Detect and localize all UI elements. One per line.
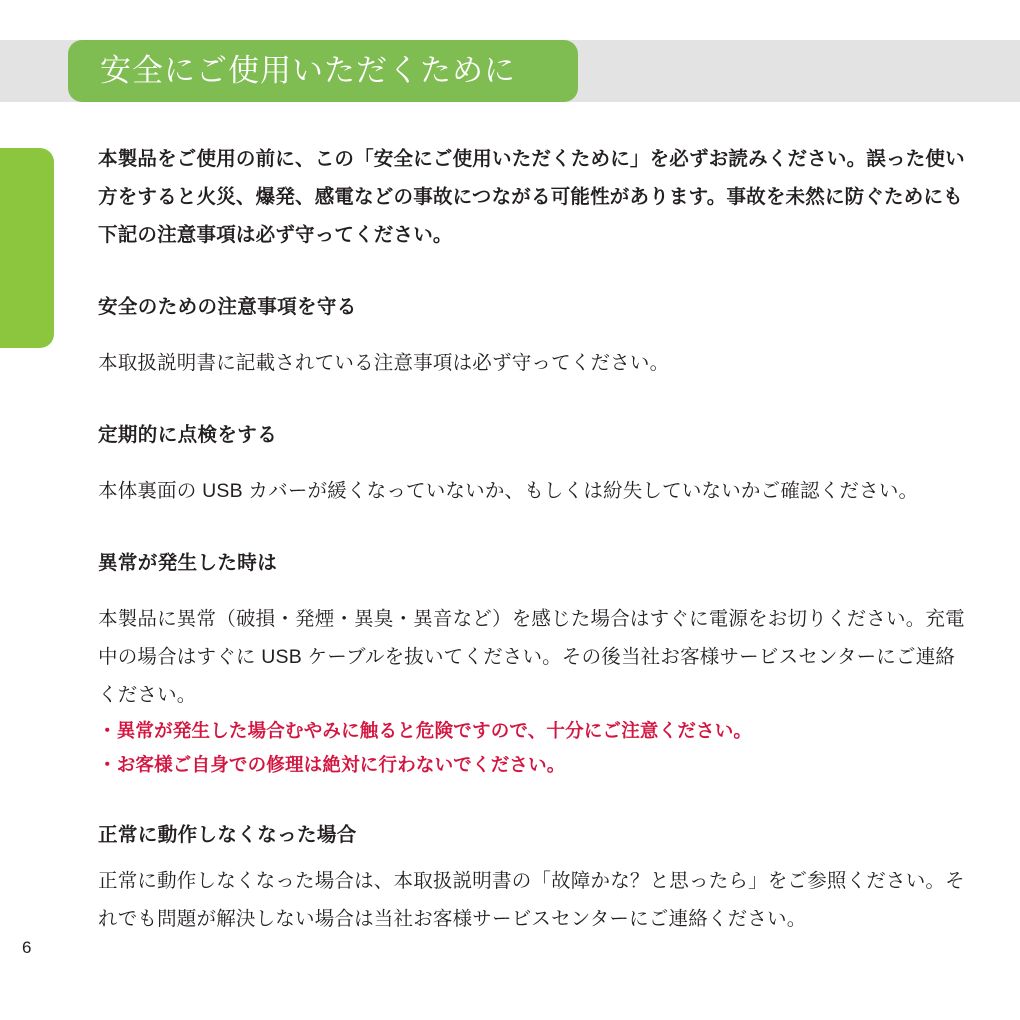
section-heading-malfunction: 正常に動作しなくなった場合 (98, 824, 357, 846)
section-edge-marker (0, 148, 54, 348)
spacer (98, 850, 970, 862)
spacer (98, 450, 970, 472)
lead-paragraph: 本製品をご使用の前に、この「安全にご使用いただくために」を必ずお読みください。誤った使い方をすると火災、爆発、感電などの事故につながる可能性があります。事故を未然に防ぐためにも下記の注意事項は必ず守ってください。 (98, 148, 965, 246)
spacer (98, 782, 970, 820)
page-title: 安全にご使用いただくために (100, 53, 516, 88)
spacer (98, 510, 970, 548)
spacer (98, 578, 970, 600)
warning-item-1: ・異常が発生した場合むやみに触ると危険ですので、十分にご注意ください。 (98, 720, 753, 741)
spacer (98, 322, 970, 344)
document-content (98, 140, 970, 938)
spacer (98, 254, 970, 292)
section-body-safety-precautions: 本取扱説明書に記載されている注意事項は必ず守ってください。 (98, 352, 670, 374)
section-body-abnormality: 本製品に異常（破損・発煙・異臭・異音など）を感じた場合はすぐに電源をお切りください。充電中の場合はすぐに USB ケーブルを抜いてください。その後当社お客様サービスセンターにご連絡ください。 (98, 608, 965, 706)
section-heading-safety-precautions: 安全のための注意事項を守る (98, 296, 357, 318)
spacer (98, 382, 970, 420)
section-body-periodic-inspection: 本体裏面の USB カバーが緩くなっていないか、もしくは紛失していないかご確認ください。 (98, 480, 919, 502)
section-heading-abnormality: 異常が発生した時は (98, 552, 278, 574)
page-number: 6 (22, 938, 32, 957)
warning-item-2: ・お客様ご自身での修理は絶対に行わないでください。 (98, 754, 566, 775)
section-heading-periodic-inspection: 定期的に点検をする (98, 424, 278, 446)
section-body-malfunction: 正常に動作しなくなった場合は、本取扱説明書の「故障かな？と思ったら」をご参照ください。それでも問題が解決しない場合は当社お客様サービスセンターにご連絡ください。 (98, 870, 965, 930)
